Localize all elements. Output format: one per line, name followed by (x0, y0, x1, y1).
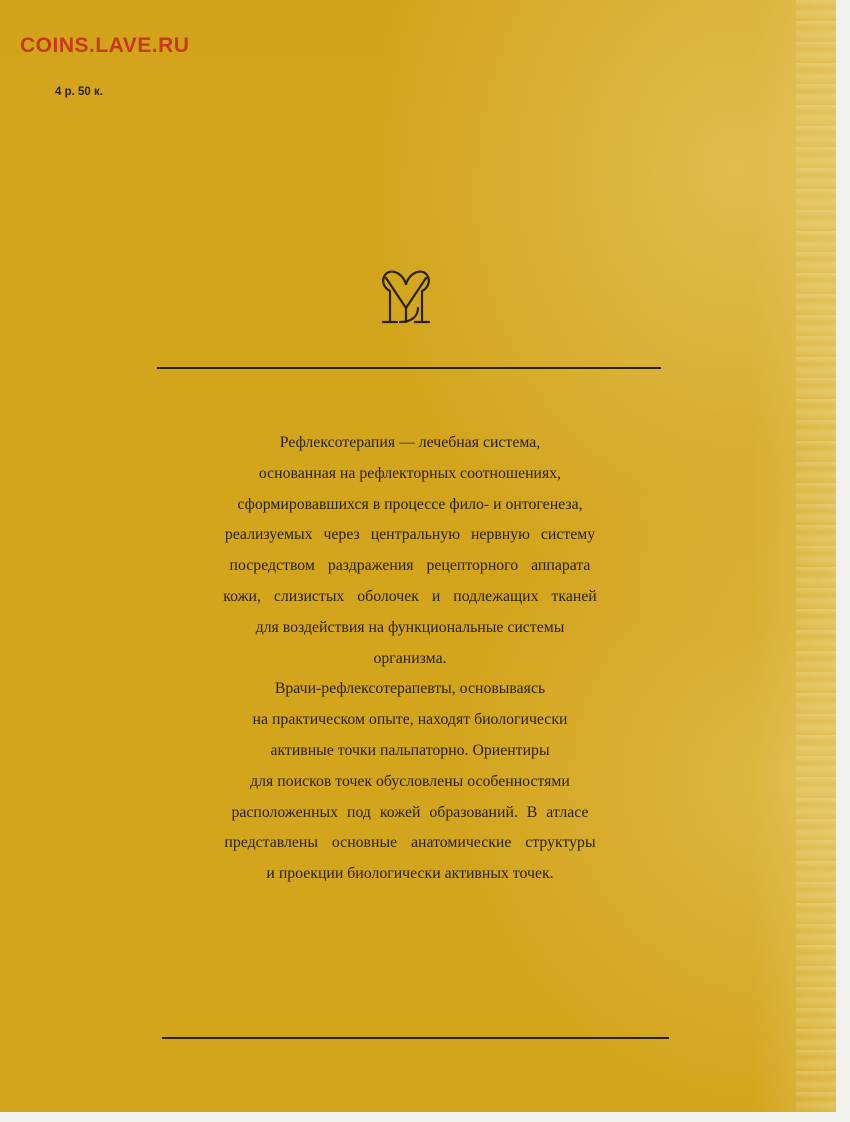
description-line: реализуемых через центральную нервную систему (224, 526, 596, 544)
cover-description (150, 428, 670, 890)
description-line: основанная на рефлекторных соотношениях, (258, 464, 562, 482)
description-line: посредством раздражения рецепторного аппарата (229, 557, 591, 575)
bottom-divider (162, 1037, 669, 1039)
description-line: организма. (373, 649, 447, 667)
description-line: Рефлексотерапия — лечебная система, (279, 434, 541, 451)
publisher-monogram-logo (378, 264, 434, 326)
description-line: Врачи-рефлексотерапевты, основываясь (274, 680, 546, 698)
description-line: для поисков точек обусловлены особенностями (250, 772, 570, 790)
description-line: активные точки пальпаторно. Ориентиры (270, 741, 550, 759)
description-line: и проекции биологически активных точек. (266, 865, 554, 883)
top-divider (157, 367, 661, 369)
description-line: представлены основные анатомические структуры (224, 834, 596, 852)
description-line: на практическом опыте, находят биологически (252, 711, 568, 729)
description-line: сформировавшихся в процессе фило- и онтогенеза, (237, 495, 583, 513)
site-watermark: COINS.LAVE.RU (20, 34, 190, 57)
description-line: кожи, слизистых оболочек и подлежащих тканей (223, 587, 597, 605)
cover-edge-wear (796, 0, 836, 1112)
description-line: расположенных под кожей образований. В атласе (231, 803, 589, 821)
price-label: 4 р. 50 к. (55, 86, 103, 98)
description-line: для воздействия на функциональные системы (255, 618, 565, 636)
